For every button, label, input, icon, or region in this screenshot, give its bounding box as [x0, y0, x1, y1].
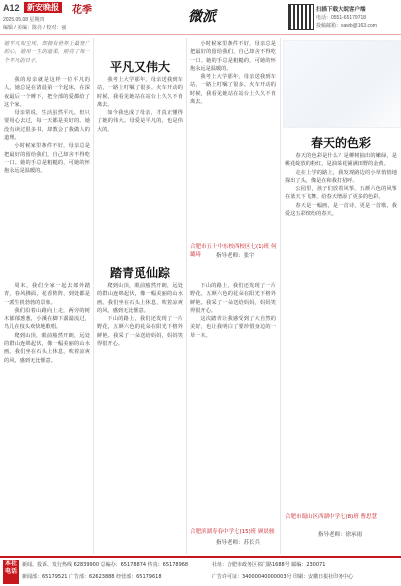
- paragraph: 如今我也成了母亲，才真正懂得了她的伟大。母爱是平凡的，也是伟大的。: [97, 110, 183, 133]
- article-title: 春天的色彩: [310, 136, 371, 150]
- paragraph: 小时候家里条件不好，母亲总是把最好的留给我们，自己却舍不得吃一口。她的手总是粗糙的，可她的怀抱永远是温暖的。: [4, 143, 90, 175]
- column-divider: [93, 38, 94, 554]
- paragraph: 爬到山顶，眼前豁然开朗，远处的群山连绵起伏，像一幅美丽的山水画。我们坐在石头上休息，吹着凉爽的风，感到无比惬意。: [97, 283, 183, 314]
- footer: [0, 556, 401, 586]
- article-body: [4, 76, 90, 252]
- article-body: [190, 40, 276, 256]
- article-body: [4, 282, 90, 552]
- decorative-illustration: [283, 40, 401, 128]
- paragraph: 周末，我们全家一起去郊外踏青。春风拂面，花香阵阵，到处都是一派生机勃勃的景象。: [4, 283, 90, 306]
- paragraph: 母亲常说，生活虽然平凡，但只要用心去过，每一天都是美好的。她没有读过很多书，却教会了我做人的道理。: [4, 110, 90, 142]
- author-byline: 合肥滨湖寿春中学七(15)班 顾晨骏: [190, 529, 275, 535]
- paragraph: 春天是一幅画，是一首诗，更是一首歌，我爱这五彩缤纷的春天。: [285, 202, 397, 218]
- paragraph: 我考上大学那年，母亲送我到车站，一路上叮嘱了很多。火车开动的时候，我看见她站在站台上久久不肯离去。: [97, 77, 183, 108]
- footer-line: 新闻部：65179521 广告部：62623888 经营部：65179618: [22, 574, 162, 580]
- footer-line: 社址：合肥市政务区祁门路1688号 邮编：230071: [212, 562, 326, 568]
- paragraph: 小时候家里条件不好，母亲总是把最好的留给我们，自己却舍不得吃一口。她的手总是粗糙的，可她的怀抱永远是温暖的。: [190, 41, 276, 72]
- newspaper-logo: 新安晚报: [24, 2, 62, 13]
- article-title: 平凡又伟大: [109, 60, 170, 74]
- paragraph: 我的母亲就是这样一位平凡的人。她总是在清晨第一个起床，在深夜最后一个睡下，把全部的爱都给了这个家。: [4, 77, 90, 108]
- teacher-credit: 指导老师：徐承雨: [318, 532, 363, 538]
- download-prompt: 扫描下载大皖客户端: [316, 7, 366, 13]
- page-title: 微派: [188, 9, 216, 25]
- section-name: 花季: [72, 5, 92, 16]
- column-divider: [186, 38, 187, 554]
- paragraph: 公园里，孩子们放着风筝，五颜六色的风筝在蓝天下飞舞，给春天增添了更多的色彩。: [285, 186, 397, 201]
- qr-code-icon[interactable]: [288, 4, 314, 30]
- paragraph: 下山的路上，我们还发现了一片野花，五颜六色的花朵在阳光下格外鲜艳。我采了一朵送给妈妈，妈妈笑得很开心。: [97, 316, 183, 348]
- issue-date: 2025.05.08 星期四: [3, 17, 45, 23]
- paragraph: 下山的路上，我们还发现了一片野花，五颜六色的花朵在阳光下格外鲜艳。我采了一朵送给妈妈，妈妈笑得很开心。: [190, 283, 276, 314]
- paragraph: 走在上学的路上，我发现路边的小草悄悄地探出了头，像是在和我打招呼。: [285, 169, 397, 184]
- footer-line: 新闻、投诉、发行热线 62839900 总编办：65178874 传真：65178968: [22, 562, 189, 568]
- teacher-credit: 指导老师：张宇: [216, 253, 255, 259]
- article-body: [97, 282, 183, 552]
- article-body: [285, 152, 397, 502]
- paragraph: 春天的色彩是什么？是柳树抽出的嫩绿，是桃花绽放的粉红，是油菜花铺满田野的金黄。: [285, 153, 397, 168]
- article-body: [190, 282, 276, 522]
- paragraph: 我考上大学那年，母亲送我到车站，一路上叮嘱了很多。火车开动的时候，我看见她站在站台上久久不肯离去。: [190, 74, 276, 106]
- editor-credit: 编辑 / 美编：陈亮 / 校对：丽: [3, 25, 67, 31]
- paragraph: 这次踏青让我感受到了大自然的美好，也让我明白了要珍惜身边的一草一木。: [190, 316, 276, 339]
- footer-line: 广告许可证：34000040000003号 印刷：安徽日报社印务中心: [212, 574, 354, 580]
- paragraph: 我们沿着山路向上走，两旁的树木郁郁葱葱，小溪在脚下潺潺流过，鸟儿在枝头欢快地歌唱。: [4, 307, 90, 331]
- author-byline: 合肥市蜀山区西湖中学七(8)班 曹思慧: [285, 514, 378, 520]
- teacher-credit: 指导老师：苏长兵: [216, 540, 261, 546]
- contact-email: 投稿邮箱：xawb@163.com: [316, 23, 377, 29]
- article-body: [97, 76, 183, 252]
- masthead: [0, 0, 401, 35]
- footer-label: 本社电话: [3, 560, 19, 584]
- contact-phone: 电话：0551-65179718: [316, 15, 367, 21]
- column-divider: [280, 38, 281, 554]
- author-byline: 合肥市五十中东校西校区七(1)班 何璐琦: [190, 244, 277, 258]
- article-title: 踏青觅仙踪: [109, 266, 170, 280]
- intro-blurb: 她平凡如尘埃，却拥有世界上最宽广的心，她用一生的温柔，照亮了每一个平凡的日子。: [4, 41, 90, 64]
- page-number: A12: [3, 3, 20, 13]
- paragraph: 爬到山顶，眼前豁然开朗，远处的群山连绵起伏，像一幅美丽的山水画。我们坐在石头上休息，吹着凉爽的风，感到无比惬意。: [4, 332, 90, 364]
